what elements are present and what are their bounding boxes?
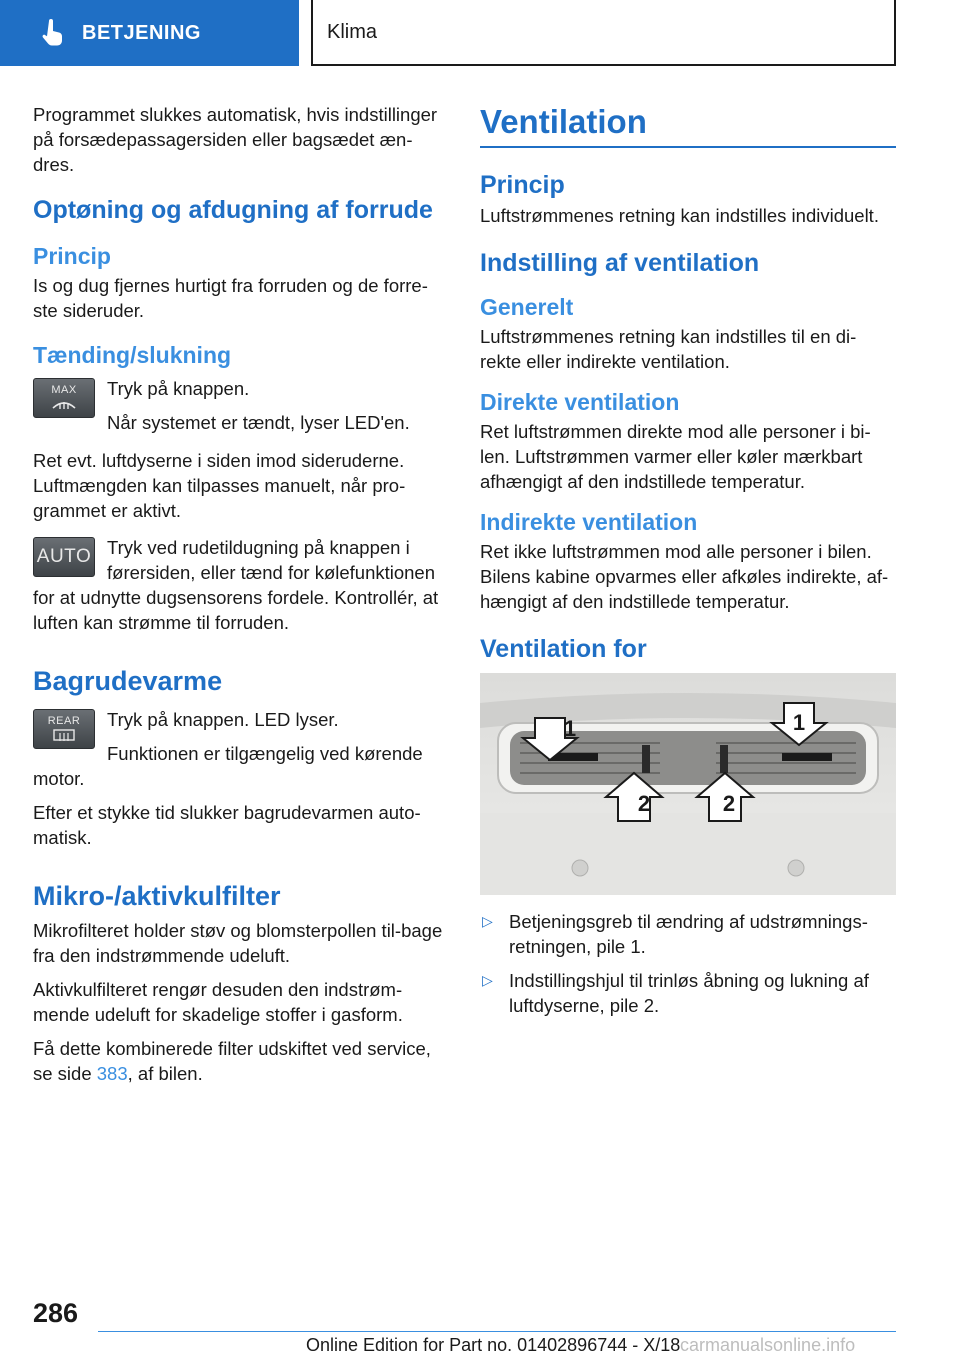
ventilation-setting-heading: Indstilling af ventilation [480,249,760,277]
footer-rule [98,1331,896,1332]
rear-heating-heading: Bagrudevarme [33,666,223,696]
ventilation-heading: Ventilation [480,103,647,140]
rear-button-row [33,707,449,791]
max-button-row [33,376,449,444]
max-press-text: Tryk på knappen. [107,378,250,399]
triangle-bullet-icon: ▷ [482,913,493,929]
photo-label-2-left: 2 [637,791,651,816]
filter-text-3: Få dette kombinerede filter udskiftet ved service, se side 383, af bilen. [33,1038,431,1084]
indirect-ventilation-heading: Indirekte ventilation [480,509,698,535]
hand-pointer-icon [38,18,68,48]
list-item: ▷ Betjeningsgreb til ændring af udstrømnings-retningen, pile 1. [482,911,868,957]
filter-heading: Mikro-/aktivkulfilter [33,881,281,911]
section-label: BETJENING [82,21,201,44]
defrost-heading: Optøning og afdugning af forrude [33,196,433,224]
rear-press-text: Tryk på knappen. LED lyser. [107,709,339,730]
defrost-principle-heading: Princip [33,243,111,269]
rear-auto-off-text: Efter et stykke tid slukker bagrudevarmen auto-matisk. [33,802,421,848]
photo-label-1-left: 1 [563,716,577,741]
general-heading: Generelt [480,294,574,320]
ventilation-principle-text: Luftstrømmenes retning kan indstilles individuelt. [480,205,879,226]
windshield-heat-icon [51,396,77,412]
rear-window-heat-icon [51,727,77,743]
vent-controls-list [480,909,896,1018]
indirect-ventilation-text: Ret ikke luftstrømmen mod alle personer i bilen. Bilens kabine opvarmes eller afkøles indirekte, af-hængigt af den indstillede temperatur. [480,541,889,612]
max-label: MAX [51,384,77,396]
ventilation-title-rule [480,102,896,148]
photo-label-1-right: 1 [792,710,806,735]
direct-ventilation-text: Ret luftstrømmen direkte mod alle personer i bi-len. Luftstrømmen varmer eller køler mærkbart afhængigt af den indstillede temperatur. [480,421,871,492]
chapter-label: Klima [327,20,378,43]
watermark: carmanualsonline.info [680,1335,856,1355]
page-number: 286 [33,1298,79,1328]
page-383-link[interactable]: 383 [96,1063,128,1084]
filter-text-2: Aktivkulfilteret rengør desuden den indstrøm-mende udeluft for skadelige stoffer i gasform. [33,979,403,1025]
filter-text-1: Mikrofilteret holder støv og blomsterpollen til-bage fra den indstrømmende udeluft. [33,920,443,966]
intro-text: Programmet slukkes automatisk, hvis indstillinger på forsædepassagersiden eller bagsædet æn-dres. [33,104,438,175]
ventilation-principle-heading: Princip [480,171,565,199]
auto-button-row [33,535,449,635]
max-defrost-button-icon [33,378,95,418]
auto-text: Tryk ved rudetildugning på knappen i førersiden, eller tænd for kølefunktionen for at udnytte dugsensorens fordele. Kontrollér, at luften kan strømme til forruden. [33,537,439,633]
left-column [33,102,449,1095]
rear-defrost-button-icon [33,709,95,749]
triangle-bullet-icon: ▷ [482,972,493,988]
rear-label: REAR [47,715,81,727]
air-vents-photo [480,673,896,895]
section-tab-betjening[interactable] [0,0,299,66]
edition-text: Online Edition for Part no. 01402896744 - X/18 [306,1335,681,1355]
front-ventilation-heading: Ventilation for [480,635,647,663]
photo-label-2-right: 2 [722,791,736,816]
direct-ventilation-heading: Direkte ventilation [480,389,680,415]
onoff-heading: Tænding/slukning [33,342,232,368]
auto-label: AUTO [36,546,92,567]
right-column [480,102,896,1027]
list-item: ▷ Indstillingshjul til trinløs åbning og lukning af luftdyserne, pile 2. [482,970,869,1016]
auto-button-icon [33,537,95,577]
rear-function-text: Funktionen er tilgængelig ved kørende motor. [33,743,423,789]
defrost-principle-text: Is og dug fjernes hurtigt fra forruden og de forre-ste sideruder. [33,275,428,321]
dashboard-vents-illustration [480,673,896,895]
general-text: Luftstrømmenes retning kan indstilles til en di-rekte eller indirekte ventilation. [480,326,857,372]
adjust-text: Ret evt. luftdyserne i siden imod sideruderne. Luftmængden kan tilpasses manuelt, når pro-grammet er aktivt. [33,450,406,521]
chapter-tab[interactable] [311,0,896,66]
max-led-text: Når systemet er tændt, lyser LED'en. [107,412,410,433]
